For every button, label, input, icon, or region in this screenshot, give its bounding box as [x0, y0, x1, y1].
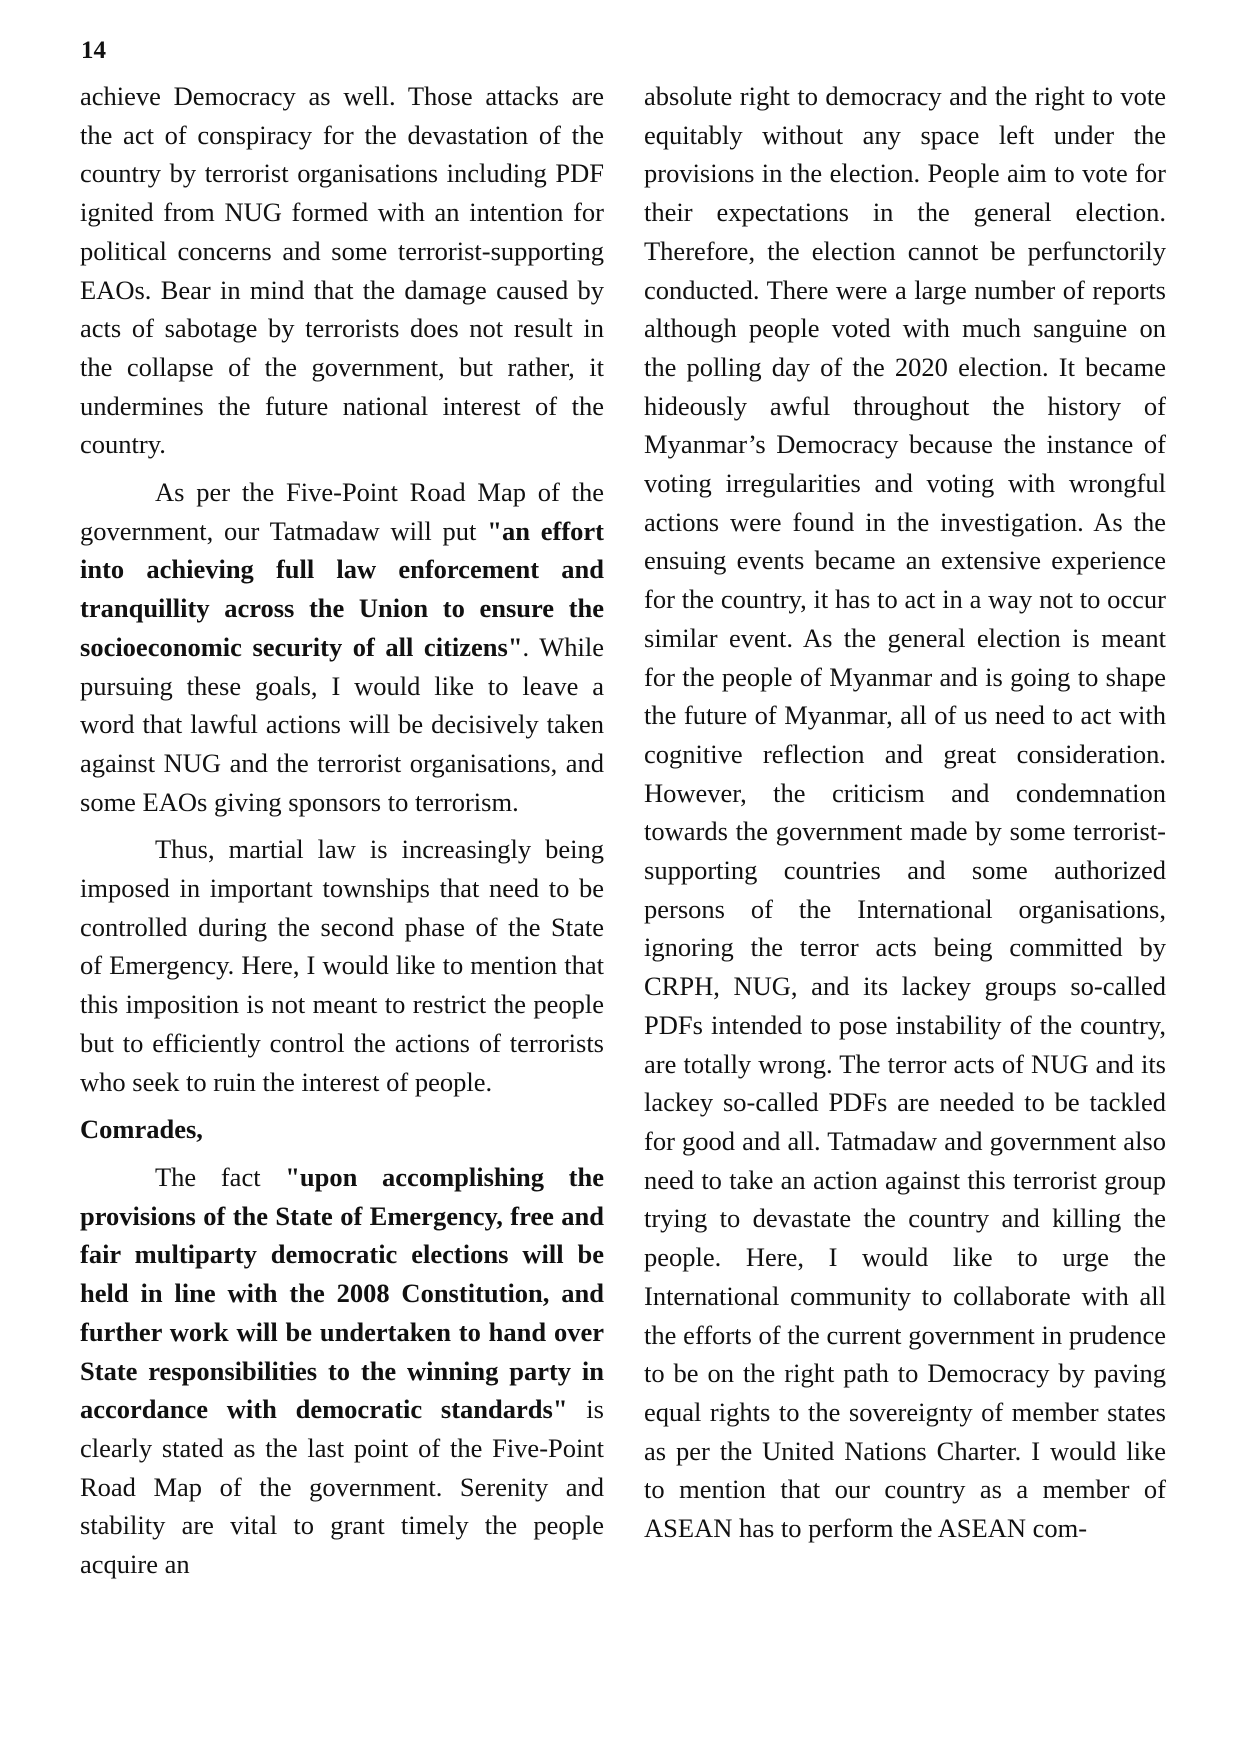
paragraph-text: . While pursuing these goals, I would like to leave a word that lawful actions will be decisively taken against NUG and the terrorist organisations, and some EAOs giving sponsors to terrorism.	[80, 631, 604, 817]
paragraph-text: As per the Five-Point Road Map of the government, our Tatmadaw will put	[80, 477, 604, 546]
section-heading: Comrades,	[80, 1114, 203, 1145]
paragraph	[80, 473, 604, 821]
paragraph: achieve Democracy as well. Those attacks are the act of conspiracy for the devastation of the country by terrorist organisations including PDF ignited from NUG formed with an intention for political concerns and some terrorist-supporting EAOs. Bear in mind that the damage caused by acts of sabotage by terrorists does not result in the collapse of the government, but rather, it undermines the future national interest of the country.	[80, 81, 604, 460]
page-number: 14	[81, 37, 106, 64]
bold-quote: "an effort into achieving full law enforcement and tranquillity across the Union to ensure the socioeconomic security of all citizens"	[80, 515, 605, 662]
left-column	[80, 77, 604, 1584]
bold-quote: "upon accomplishing the provisions of the State of Emergency, free and fair multiparty democratic elections will be held in line with the 2008 Constitution, and further work will be undertaken to hand over State responsibilities to the winning party in accordance with democratic standards"	[80, 1161, 604, 1425]
paragraph-text: The fact	[155, 1161, 286, 1192]
right-column	[644, 77, 1166, 1548]
paragraph: absolute right to democracy and the right to vote equitably without any space left under the provisions in the election. People aim to vote for their expectations in the general election. Therefore, the election cannot be perfunctorily conducted. There were a large number of reports although people voted with much sanguine on the polling day of the 2020 election. It became hideously awful throughout the history of Myanmar’s Democracy because the instance of voting irregularities and voting with wrongful actions were found in the investigation. As the ensuing events became an extensive experience for the country, it has to act in a way not to occur similar event. As the general election is meant for the people of Myanmar and is going to shape the future of Myanmar, all of us need to act with cognitive reflection and great consideration. However, the criticism and condemnation towards the government made by some terrorist-supporting countries and some authorized persons of the International organisations, ignoring the terror acts being committed by CRPH, NUG, and its lackey groups so-called PDFs intended to pose instability of the country, are totally wrong. The terror acts of NUG and its lackey so-called PDFs are needed to be tackled for good and all. Tatmadaw and government also need to take an action against this terrorist group trying to devastate the country and killing the people. Here, I would like to urge the International community to collaborate with all the efforts of the current government in prudence to be on the right path to Democracy by paving equal rights to the sovereignty of member states as per the United Nations Charter. I would like to mention that our country as a member of ASEAN has to perform the ASEAN com-	[644, 81, 1166, 1544]
paragraph: Thus, martial law is increasingly being imposed in important townships that need to be controlled during the second phase of the State of Emergency. Here, I would like to mention that this imposition is not meant to restrict the people but to efficiently control the actions of terrorists who seek to ruin the interest of people.	[80, 834, 604, 1097]
paragraph-text: is clearly stated as the last point of the Five-Point Road Map of the government. Serenity and stability are vital to grant timely the people acquire an	[80, 1394, 604, 1580]
paragraph	[80, 1158, 604, 1584]
